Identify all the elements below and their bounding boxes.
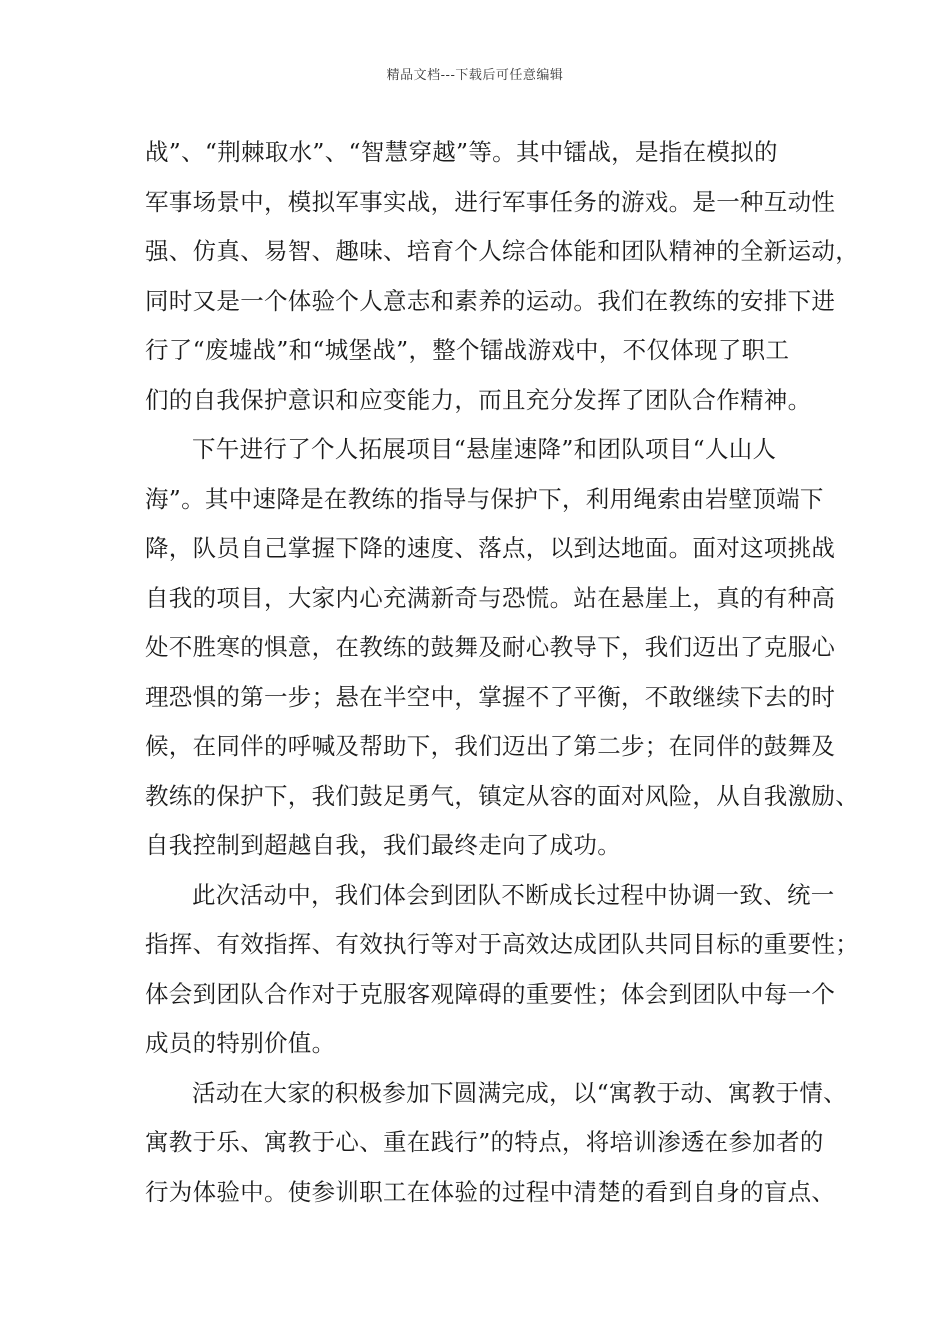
text-line: 指挥、有效指挥、有效执行等对于高效达成团队共同目标的重要性；	[145, 930, 859, 958]
text-line: 活动在大家的积极参加下圆满完成，以“寓教于动、寓教于情、	[192, 1078, 847, 1107]
text-line: 强、仿真、易智、趣味、培育个人综合体能和团队精神的全新运动，	[145, 237, 859, 265]
text-line: 下午进行了个人拓展项目“悬崖速降”和团队项目“人山人	[192, 435, 777, 463]
text-line: 教练的保护下，我们鼓足勇气，镇定从容的面对风险，从自我激励、	[145, 781, 859, 810]
paragraph-4	[145, 1069, 847, 1218]
text-line: 理恐惧的第一步；悬在半空中，掌握不了平衡，不敢继续下去的时	[145, 682, 836, 711]
text-line: 寓教于乐、寓教于心、重在践行”的特点，将培训渗透在参加者的	[145, 1128, 824, 1156]
text-line: 们的自我保护意识和应变能力，而且充分发挥了团队合作精神。	[145, 385, 812, 414]
text-line: 候，在同伴的呼喊及帮助下，我们迈出了第二步；在同伴的鼓舞及	[145, 732, 836, 760]
text-line: 自我的项目，大家内心充满新奇与恐慌。站在悬崖上，真的有种高	[145, 583, 836, 612]
text-line: 海”。其中速降是在教练的指导与保护下，利用绳索由岩壁顶端下	[145, 484, 824, 513]
text-line: 同时又是一个体验个人意志和素养的运动。我们在教练的安排下进	[145, 286, 836, 315]
text-line: 自我控制到超越自我，我们最终走向了成功。	[145, 831, 621, 859]
text-line: 此次活动中，我们体会到团队不断成长过程中协调一致、统一	[192, 880, 835, 909]
paragraph-2	[145, 425, 859, 871]
paragraph-3	[145, 871, 859, 1069]
text-line: 战”、“荆棘取水”、“智慧穿越”等。其中镭战，是指在模拟的	[145, 138, 778, 166]
text-line: 军事场景中，模拟军事实战，进行军事任务的游戏。是一种互动性	[145, 187, 836, 216]
text-line: 行为体验中。使参训职工在体验的过程中清楚的看到自身的盲点、	[145, 1177, 836, 1206]
document-body	[145, 128, 859, 1217]
text-line: 体会到团队合作对于克服客观障碍的重要性；体会到团队中每一个	[145, 979, 836, 1008]
text-line: 行了“废墟战”和“城堡战”，整个镭战游戏中，不仅体现了职工	[145, 336, 790, 364]
page-header: 精品文档---下载后可任意编辑	[386, 68, 564, 83]
text-line: 降，队员自己掌握下降的速度、落点，以到达地面。面对这项挑战	[145, 534, 836, 562]
text-line: 处不胜寒的惧意，在教练的鼓舞及耐心教导下，我们迈出了克服心	[145, 633, 836, 661]
paragraph-1	[145, 128, 859, 425]
text-line: 成员的特别价值。	[145, 1029, 336, 1057]
